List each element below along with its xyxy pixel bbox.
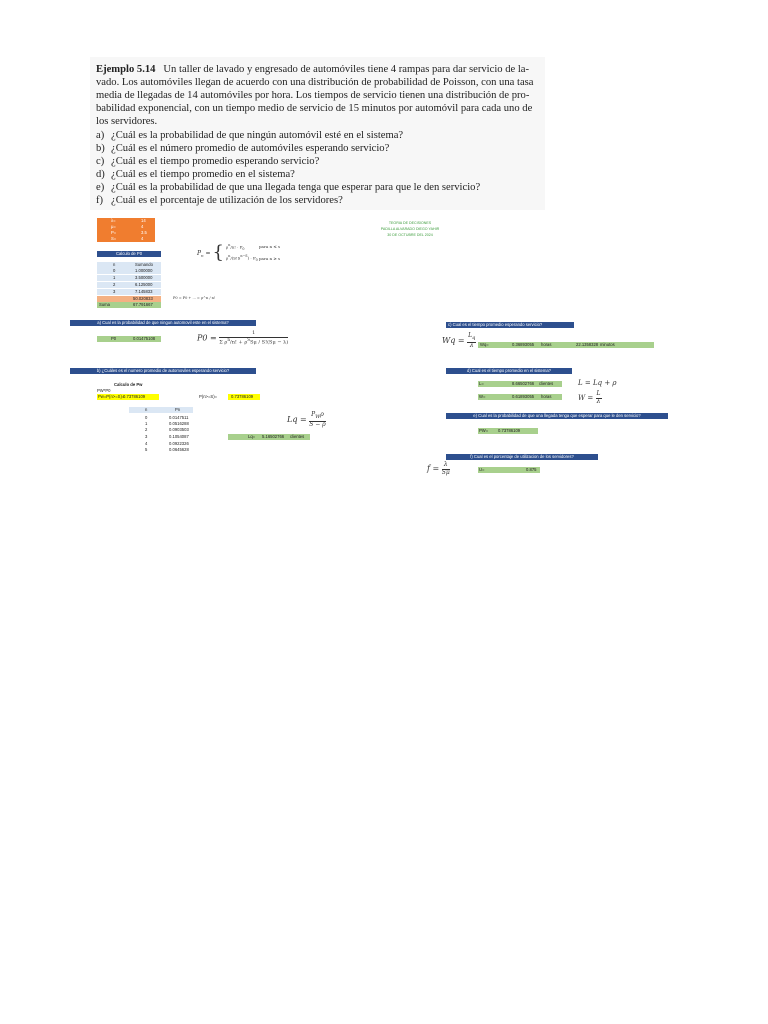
p0-suma-row: Suma 67.791667 [97, 302, 161, 308]
section-e-header: e) Cual es la probabilidad de que una llegada tenga que esperar para que le den servicio? [446, 413, 668, 419]
p0-row-2: 2 6.125000 [97, 282, 161, 288]
f-formula: f = $\frac{\lambda}{S\mu}$ [427, 461, 450, 476]
b-pn-cell: 0.73786109 [228, 394, 260, 400]
question-d: d) ¿Cuál es el tiempo promedio en el sistema? [96, 169, 295, 180]
b-pw-formula: PW*P0 [97, 388, 111, 393]
f-u-cell: U= 0.875 [478, 467, 540, 473]
example-title: Ejemplo 5.14 [96, 64, 156, 75]
section-d-header: d) Cual es el tiempo promedio en el sistema? [446, 368, 572, 374]
b-pn-label: P(n>=S)= [199, 394, 218, 399]
sheet-header-line-1: TEORIA DE DECISIONES [388, 221, 432, 225]
e-pw-cell: PW= 0.73786109 [478, 428, 538, 434]
section-c-header: c) Cual es el tiempo promedio esperando servicio? [446, 322, 574, 328]
pn-piecewise-formula: $P_n$ = { $\rho^n/n$! · $P_0$ $\rho^n/(S!S^{n-S}) \cdot P_0$ [197, 242, 258, 264]
question-c: c) ¿Cuál es el tiempo promedio esperando servicio? [96, 156, 320, 167]
b-table-row: 1 0.0516288 [145, 421, 189, 426]
a-p0-cell: P0 0.01475108 [97, 336, 161, 342]
question-f: f) ¿Cuál es el porcentaje de utilización de los servidores? [96, 195, 343, 206]
param-mu: μ= 4 [97, 224, 155, 230]
p0-table-title: Calculo de P0 [97, 251, 161, 257]
l-formula: L = Lq + ρ [578, 379, 617, 387]
p0-extra-row: 50.020833 [97, 296, 161, 302]
wq-formula: Wq = $\frac{L_q}{\lambda}$ [442, 332, 476, 349]
b-pw-cell: Pw=P(n>=S)= 0.73786109 [97, 394, 159, 400]
param-rho: P= 3.5 [97, 230, 155, 236]
b-table-row: 0 0.0147511 [145, 415, 189, 420]
p0-table-header: n Sumando [97, 262, 161, 268]
sheet-header-line-2: PADILLA ALVARADO DIEGO YAHIR [380, 227, 440, 231]
question-a: a) ¿Cuál es la probabilidad de que ningún automóvil esté en el sistema? [96, 130, 404, 141]
b-table-header: n Pn [129, 407, 193, 413]
problem-line-2: vado. Los automóviles llegan de acuerdo con una distribución de probabilidad de Poisson, con una tasa [96, 77, 534, 88]
lq-formula: Lq = $\frac{P_W\rho}{S - \rho}$ [287, 411, 326, 428]
p0-small-formula: P0 = P0 + ... = ρ^n / n! [173, 296, 216, 300]
section-a-header: a) Cual es la probabilidad de que ningun automovil este en el sistema? [70, 320, 256, 326]
question-b: b) ¿Cuál es el número promedio de automóviles esperando servicio? [96, 143, 390, 154]
problem-line-4: babilidad exponencial, con un tiempo medio de servicio de 15 minutos por automóvil para cada uno de [96, 103, 533, 114]
p0-row-1: 1 3.500000 [97, 275, 161, 281]
pn-cond-1: para n ≤ s [259, 244, 281, 249]
section-f-header: f) Cual es el porcentaje de utilizacion de los servidores? [446, 454, 598, 460]
b-table-row: 2 0.0903503 [145, 427, 189, 432]
p0-row-3: 3 7.145833 [97, 289, 161, 295]
b-table-row: 3 0.1054087 [145, 434, 189, 439]
b-table-row: 5 0.0645628 [145, 447, 189, 452]
param-s: S= 4 [97, 236, 155, 242]
problem-line-3: media de llegadas de 14 automóviles por hora. Los tiempos de servicio tienen una distribución de pro- [96, 90, 530, 101]
b-lq-cell: Lq= 5.16502766 clientes [228, 434, 310, 440]
w-formula: W = $\frac{L}{\lambda}$ [578, 390, 601, 405]
problem-line-1: Ejemplo 5.14 Un taller de lavado y engresado de automóviles tiene 4 rampas para dar servicio de la- [96, 64, 530, 75]
d-w-cell: W= 0.61893055 horas [478, 394, 562, 400]
section-b-header: b) ¿Cuáles es el numero promedio de automoviles esperando servicio? [70, 368, 256, 374]
problem-statement [90, 57, 545, 210]
b-subtitle: Calculo de Pw [114, 382, 143, 387]
c-wq-cell: Wq= 0.36893055 horas 22.1358328 minutos [478, 342, 654, 348]
b-table-row: 4 0.0922326 [145, 441, 189, 446]
pn-cond-2: para n ≥ s [259, 256, 281, 261]
sheet-header-line-3: 30 DE OCTUBRE DEL 2024 [387, 233, 433, 237]
question-e: e) ¿Cuál es la probabilidad de que una llegada tenga que esperar para que le den servicio? [96, 182, 481, 193]
param-lambda: λ= 14 [97, 218, 155, 224]
d-l-cell: L= 8.66502766 clientes [478, 381, 562, 387]
p0-big-formula: P0 = $\frac{1}{\Sigma \rho^n/n! + \rho^SS\mu / S!(S\mu - \lambda)}$ [197, 330, 289, 346]
problem-line-5: los servidores. [96, 116, 158, 127]
p0-row-0: 0 1.000000 [97, 268, 161, 274]
